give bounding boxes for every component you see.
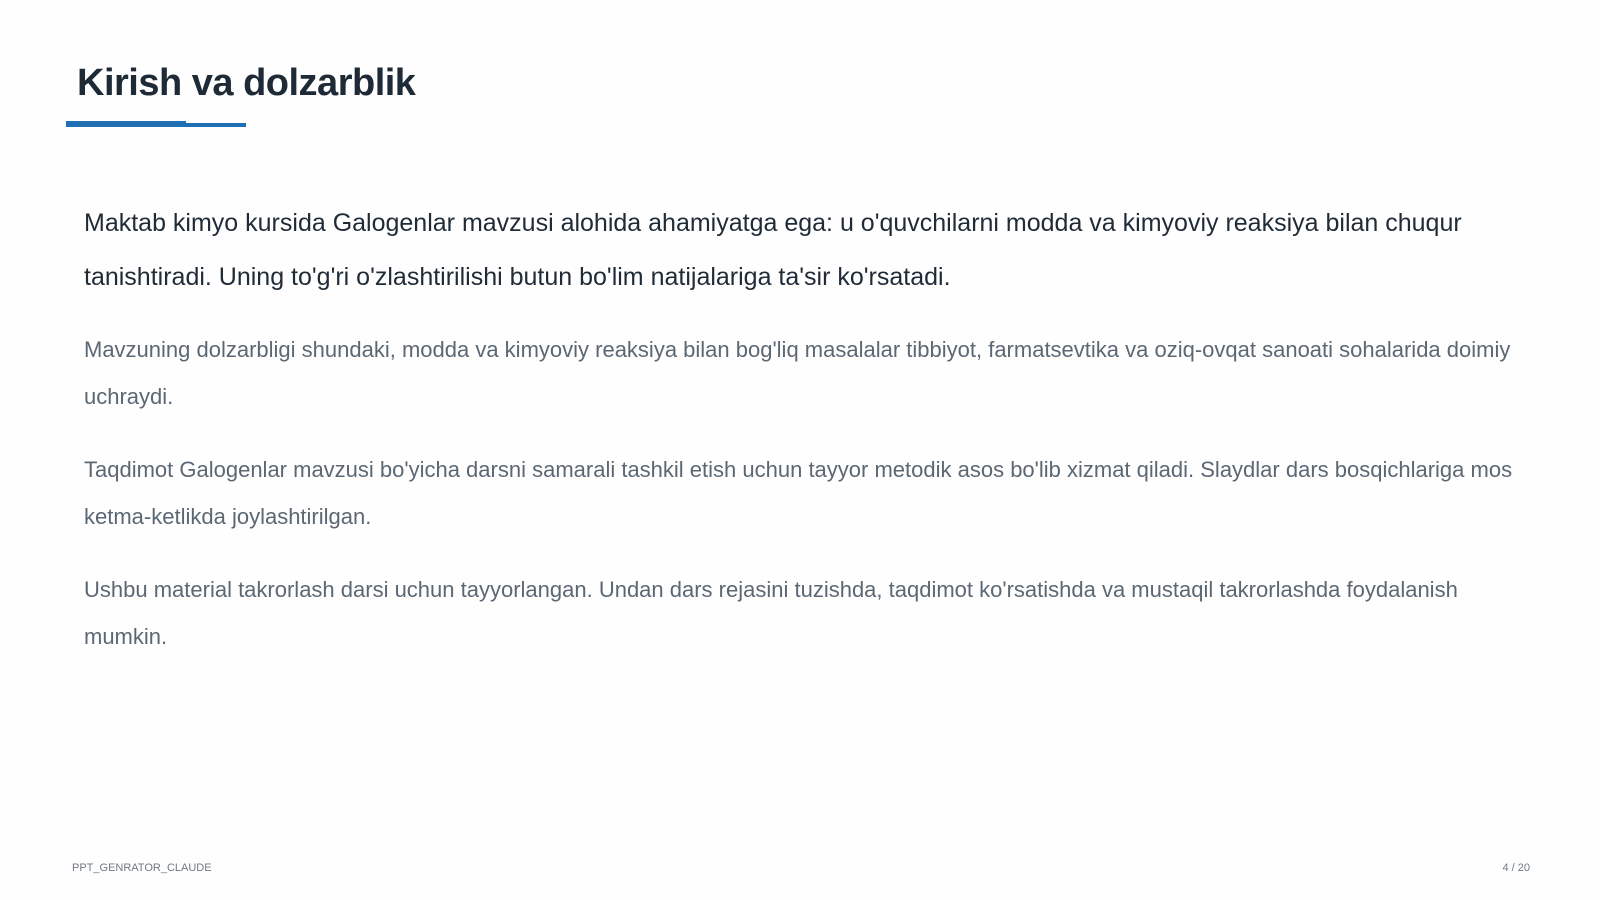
title-underline-short — [66, 121, 186, 123]
slide-content — [84, 196, 1524, 686]
page-indicator: 4 / 20 — [1502, 862, 1530, 874]
title-underline-long — [66, 123, 246, 127]
body-paragraph: Ushbu material takrorlash darsi uchun tayyorlangan. Undan dars rejasini tuzishda, taqdimot ko'rsatishda va mustaqil takrorlashda foydalanish mumkin. — [84, 577, 1458, 649]
slide-title: Kirish va dolzarblik — [77, 62, 416, 104]
title-underline — [66, 121, 248, 129]
lead-paragraph: Maktab kimyo kursida Galogenlar mavzusi alohida ahamiyatga ega: u o'quvchilarni modda va kimyoviy reaksiya bilan chuqur tanishtiradi. Uning to'g'ri o'zlashtirilishi butun bo'lim natijalariga ta'sir ko'rsatadi. — [84, 209, 1462, 291]
footer-brand: PPT_GENRATOR_CLAUDE — [72, 862, 212, 874]
body-paragraph: Mavzuning dolzarbligi shundaki, modda va kimyoviy reaksiya bilan bog'liq masalalar tibbiyot, farmatsevtika va oziq-ovqat sanoati sohalarida doimiy uchraydi. — [84, 337, 1511, 409]
body-paragraph: Taqdimot Galogenlar mavzusi bo'yicha darsni samarali tashkil etish uchun tayyor metodik asos bo'lib xizmat qiladi. Slaydlar dars bosqichlariga mos ketma-ketlikda joylashtirilgan. — [84, 457, 1513, 529]
